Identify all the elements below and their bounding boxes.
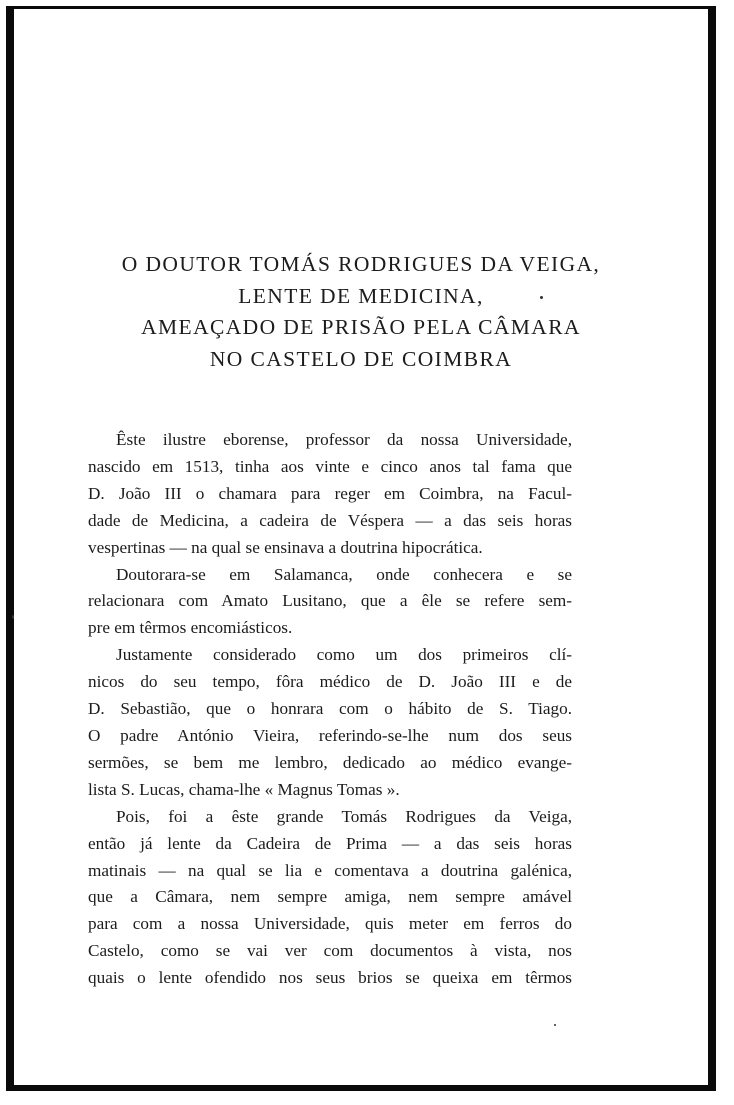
- body-line: Justamente considerado como um dos primeiros clí-: [116, 645, 572, 665]
- body-line: dade de Medicina, a cadeira de Véspera — a das seis horas: [88, 510, 572, 530]
- print-speck: [540, 296, 543, 299]
- document-page: [14, 9, 708, 1085]
- title-line-4: NO CASTELO DE COIMBRA: [209, 346, 513, 371]
- body-line: para com a nossa Universidade, quis meter em ferros do: [88, 914, 572, 934]
- body-text: [88, 427, 572, 992]
- body-line: D. Sebastião, que o honrara com o hábito de S. Tiago.: [88, 699, 572, 719]
- body-line: vespertinas — na qual se ensinava a doutrina hipocrática.: [88, 537, 483, 557]
- body-line: pre em têrmos encomiásticos.: [88, 618, 293, 638]
- title-line-1: O DOUTOR TOMÁS RODRIGUES DA VEIGA,: [121, 252, 601, 276]
- body-line: quais o lente ofendido nos seus brios se queixa em têrmos: [88, 968, 572, 988]
- title-line-3: AMEAÇADO DE PRISÃO PELA CÂMARA: [141, 315, 581, 339]
- body-line: Doutorara-se em Salamanca, onde conhecera e se: [116, 564, 572, 584]
- body-line: O padre António Vieira, referindo-se-lhe num dos seus: [88, 725, 572, 745]
- body-line: Êste ilustre eborense, professor da nossa Universidade,: [116, 430, 572, 449]
- print-speck: [554, 1024, 556, 1026]
- body-line: matinais — na qual se lia e comentava a doutrina galénica,: [88, 860, 572, 880]
- chapter-title: [14, 249, 708, 375]
- body-line: D. João III o chamara para reger em Coimbra, na Facul-: [88, 483, 572, 503]
- body-line: Castelo, como se vai ver com documentos à vista, nos: [88, 941, 572, 961]
- print-speck: [12, 615, 14, 619]
- body-line: nicos do seu tempo, fôra médico de D. João III e de: [88, 672, 572, 692]
- body-line: sermões, se bem me lembro, dedicado ao médico evange-: [88, 752, 572, 772]
- body-line: lista S. Lucas, chama-lhe « Magnus Tomas ».: [88, 779, 400, 799]
- body-line: nascido em 1513, tinha aos vinte e cinco anos tal fama que: [88, 456, 572, 476]
- body-line: que a Câmara, nem sempre amiga, nem sempre amável: [88, 887, 572, 907]
- title-line-2: LENTE DE MEDICINA,: [238, 283, 484, 308]
- body-line: relacionara com Amato Lusitano, que a êle se refere sem-: [88, 591, 572, 611]
- body-line: então já lente da Cadeira de Prima — a das seis horas: [88, 833, 572, 853]
- body-line: Pois, foi a êste grande Tomás Rodrigues da Veiga,: [116, 806, 572, 826]
